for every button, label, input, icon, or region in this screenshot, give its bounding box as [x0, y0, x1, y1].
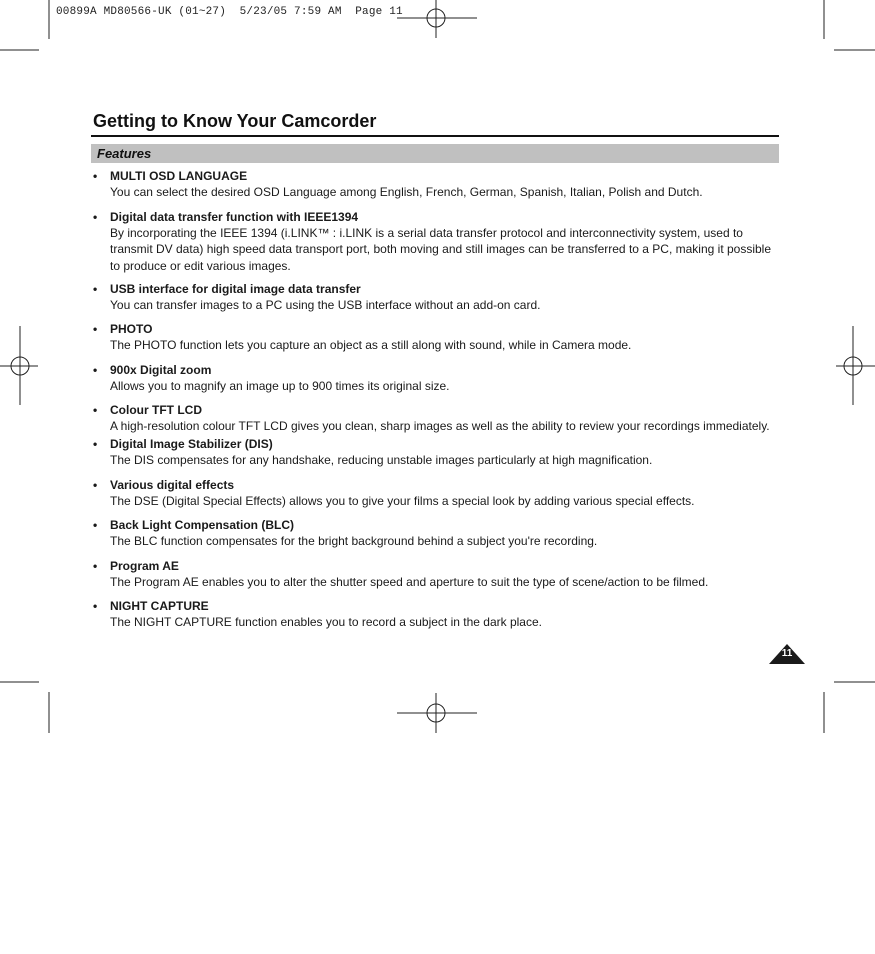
bullet: • — [93, 322, 98, 336]
bullet: • — [93, 518, 98, 532]
feature-item — [93, 281, 779, 313]
feature-item — [93, 477, 779, 509]
bullet: • — [93, 363, 98, 377]
feature-text: You can transfer images to a PC using the USB interface without an add-on card. — [110, 298, 541, 313]
feature-heading: MULTI OSD LANGUAGE — [110, 169, 248, 183]
feature-heading: USB interface for digital image data transfer — [110, 282, 361, 296]
feature-item — [93, 517, 779, 549]
feature-text: The BLC function compensates for the bright background behind a subject you're recording. — [110, 534, 598, 549]
bullet: • — [93, 403, 98, 417]
feature-item — [93, 598, 779, 630]
page-number-badge — [769, 644, 805, 664]
feature-text: The DSE (Digital Special Effects) allows you to give your films a special look by adding various special effects. — [110, 494, 695, 509]
page-title: Getting to Know Your Camcorder — [93, 111, 377, 131]
feature-text: The DIS compensates for any handshake, reducing unstable images particularly at high magnification. — [110, 453, 653, 468]
registration-mark-top — [397, 0, 477, 38]
section-label: Features — [97, 146, 152, 161]
print-slug: 00899A MD80566-UK (01~27) 5/23/05 7:59 AM Page 11 — [56, 6, 403, 18]
feature-text: The NIGHT CAPTURE function enables you to record a subject in the dark place. — [110, 615, 542, 630]
section-header-bar — [91, 144, 779, 163]
feature-heading: Digital data transfer function with IEEE1394 — [110, 210, 359, 224]
feature-text: The PHOTO function lets you capture an object as a still along with sound, while in Camera mode. — [110, 338, 632, 353]
feature-item — [93, 362, 779, 394]
feature-item — [93, 436, 779, 468]
title-underline — [91, 135, 779, 137]
bullet: • — [93, 437, 98, 451]
bullet: • — [93, 478, 98, 492]
bullet: • — [93, 282, 98, 296]
bullet: • — [93, 169, 98, 183]
feature-heading: Back Light Compensation (BLC) — [110, 518, 295, 532]
feature-heading: NIGHT CAPTURE — [110, 599, 209, 613]
feature-text: By incorporating the IEEE 1394 (i.LINK™ : i.LINK is a serial data transfer protocol and interconnectivity system, used to transmit DV data) high speed data transport port, both moving and still images can be transferred to a PC, making it possible to produce or edit various images. — [110, 226, 772, 273]
feature-item — [93, 209, 779, 274]
page-number: 11 — [781, 648, 793, 659]
bullet: • — [93, 210, 98, 224]
feature-heading: Colour TFT LCD — [110, 403, 202, 417]
registration-mark-bottom — [397, 693, 477, 733]
feature-heading: Program AE — [110, 559, 179, 573]
feature-heading: PHOTO — [110, 322, 153, 336]
registration-mark-left — [0, 326, 38, 405]
feature-heading: Various digital effects — [110, 478, 235, 492]
registration-mark-right — [836, 326, 875, 405]
feature-heading: Digital Image Stabilizer (DIS) — [110, 437, 273, 451]
bullet: • — [93, 559, 98, 573]
feature-item — [93, 321, 779, 353]
feature-item — [93, 402, 779, 434]
feature-text: The Program AE enables you to alter the shutter speed and aperture to suit the type of scene/action to be filmed. — [110, 575, 709, 590]
feature-text: Allows you to magnify an image up to 900 times its original size. — [110, 379, 450, 394]
feature-item — [93, 168, 779, 200]
feature-item — [93, 558, 779, 590]
bullet: • — [93, 599, 98, 613]
feature-text: A high-resolution colour TFT LCD gives you clean, sharp images as well as the ability to review your recordings immediately. — [110, 419, 770, 434]
feature-heading: 900x Digital zoom — [110, 363, 212, 377]
feature-text: You can select the desired OSD Language among English, French, German, Spanish, Italian, Polish and Dutch. — [110, 185, 703, 200]
